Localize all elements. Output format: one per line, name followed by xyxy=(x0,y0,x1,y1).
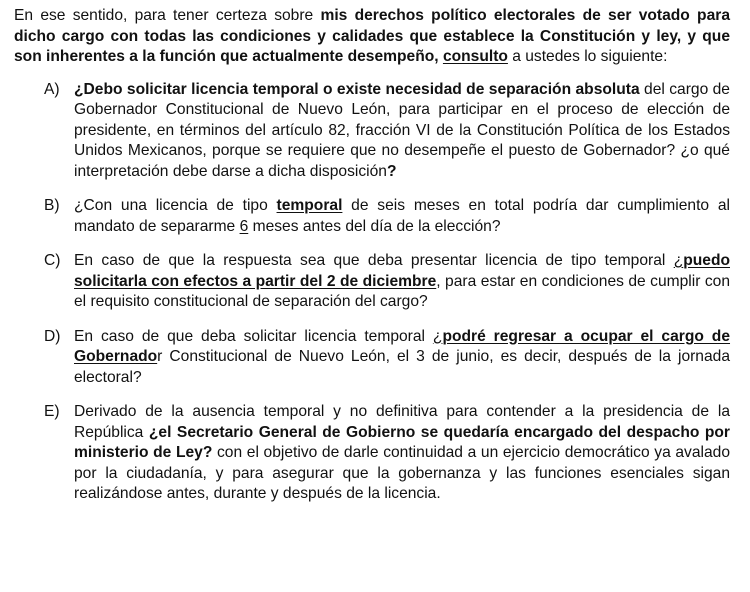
question-bold-mark: ? xyxy=(386,162,397,180)
intro-paragraph xyxy=(14,6,730,68)
question-letter: B) xyxy=(44,197,60,214)
question-bold-text: ¿Debo solicitar licencia temporal o existe necesidad de separación absoluta xyxy=(74,80,640,98)
document-body xyxy=(14,6,730,519)
question-text: del cargo de Gobernador Constitucional de Nuevo León, para participar en el proceso de elección de presidente, en términos del artículo 82, fracción VI de la Constitución Política de los Estados Unidos Mexicanos, porque se requiere que no desempeñe el puesto de Gobernador? ¿o qué interpretación debe darse a dicha disposición xyxy=(74,80,730,180)
question-b xyxy=(14,196,730,237)
question-text: , para estar en condiciones de cumplir con el requisito constitucional de separación del cargo? xyxy=(74,272,731,310)
question-letter: D) xyxy=(44,327,61,345)
question-underlined: 6 xyxy=(239,217,249,235)
question-d xyxy=(14,327,730,389)
question-bold-underlined: podré regresar a ocupar el cargo de Gobernado xyxy=(74,327,731,365)
question-text: En caso de que la respuesta sea que deba presentar licencia de tipo temporal xyxy=(74,252,674,269)
question-text: Derivado de la ausencia temporal y no definitiva para contender a la presidencia de la República xyxy=(74,403,730,441)
question-letter: A) xyxy=(44,80,60,98)
question-c xyxy=(14,251,730,313)
question-text: de seis meses en total podría dar cumplimiento al mandato de separarme xyxy=(74,197,730,235)
question-text: En caso de que deba solicitar licencia temporal xyxy=(74,327,433,345)
question-bold-underlined: puedo solicitarla con efectos a partir del 2 de diciembre xyxy=(74,252,730,290)
question-text: r Constitucional de Nuevo León, el 3 de junio, es decir, después de la jornada electoral? xyxy=(74,348,730,386)
intro-bold-text: mis derechos político electorales de ser votado para dicho cargo con todas las condiciones y calidades que establece la Constitución y ley, y que son inherentes a la función que actualmente desempeño, xyxy=(14,7,730,65)
question-underlined: ¿ xyxy=(673,252,684,269)
question-text: con el objetivo de darle continuidad a un ejercicio democrático ya avalado por la ciudadanía, y para asegurar que la gobernanza y las funciones esenciales sigan realizándose antes, durante y después de la licencia. xyxy=(74,444,730,502)
question-e xyxy=(14,402,730,505)
question-letter: E) xyxy=(44,403,60,420)
question-underlined: ¿ xyxy=(432,327,443,345)
question-text: meses antes del día de la elección? xyxy=(248,217,501,235)
question-text: ¿Con una licencia de tipo xyxy=(74,197,277,214)
intro-underlined-word: consulto xyxy=(442,48,508,65)
question-letter: C) xyxy=(44,252,61,269)
question-a xyxy=(14,80,730,183)
intro-text-end: a ustedes lo siguiente: xyxy=(507,48,668,65)
intro-text: En ese sentido, para tener certeza sobre xyxy=(14,7,321,24)
question-bold-underlined: temporal xyxy=(276,197,343,214)
question-bold-text: ¿el Secretario General de Gobierno se quedaría encargado del despacho por ministerio de Ley? xyxy=(74,423,730,461)
